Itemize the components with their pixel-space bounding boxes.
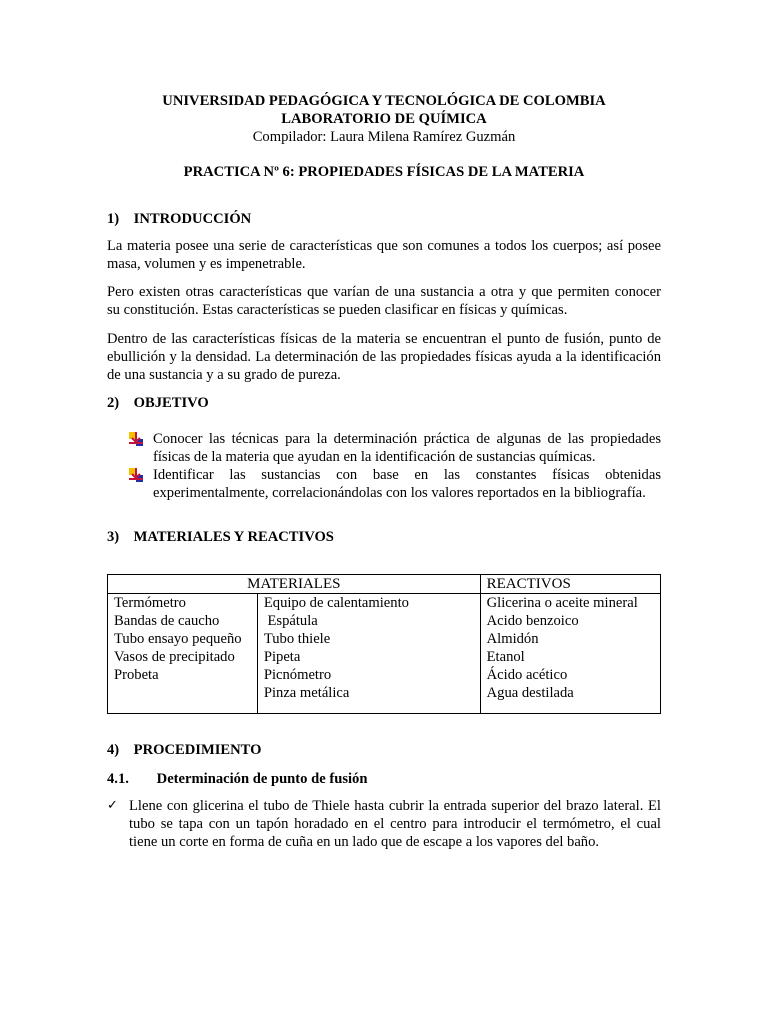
reagents-header: REACTIVOS xyxy=(480,575,660,594)
section-heading-materials xyxy=(107,528,334,546)
table-row xyxy=(108,594,661,714)
section-number: 4) xyxy=(107,742,120,758)
materials-table xyxy=(107,574,661,714)
text-line: masa, volumen y es impenetrable. xyxy=(107,256,306,272)
subsection-title: Determinación de punto de fusión xyxy=(156,771,368,787)
list-item: Bandas de caucho xyxy=(114,613,220,629)
text-line: su constitución. Estas características se pueden clasificar en físicas y químicas. xyxy=(107,302,568,318)
list-item: Glicerina o aceite mineral xyxy=(486,595,638,611)
section-number: 3) xyxy=(107,529,120,545)
list-item: Vasos de precipitado xyxy=(114,649,235,665)
text-line: Llene con glicerina el tubo de Thiele hasta cubrir la entrada superior del brazo lateral. El xyxy=(129,798,661,814)
step-text xyxy=(129,797,661,851)
list-item: Agua destilada xyxy=(486,685,574,701)
list-item: Pinza metálica xyxy=(263,685,350,701)
arrow-bullet-icon xyxy=(129,432,143,446)
practice-title: PRACTICA Nº 6: PROPIEDADES FÍSICAS DE LA MATERIA xyxy=(183,164,585,180)
list-item: Tubo thiele xyxy=(263,631,331,647)
text-line: tiene un corte en forma de cuña en un lado que de escape a los vapores del baño. xyxy=(129,834,600,850)
subsection-heading xyxy=(107,770,367,788)
list-item: Etanol xyxy=(486,649,525,665)
text-line: experimentalmente, correlacionándolas con los valores reportados en la bibliografía. xyxy=(153,485,646,501)
intro-paragraph-2 xyxy=(107,283,661,319)
list-item: Pipeta xyxy=(263,649,301,665)
list-item xyxy=(129,430,661,466)
list-item: Tubo ensayo pequeño xyxy=(114,631,242,647)
section-number: 1) xyxy=(107,211,120,227)
list-item: Almidón xyxy=(486,631,539,647)
text-line: de una sustancia y a su grado de pureza. xyxy=(107,367,341,383)
list-item: Espátula xyxy=(263,613,318,629)
section-number: 2) xyxy=(107,395,120,411)
arrow-bullet-icon xyxy=(129,468,143,482)
subsection-number: 4.1. xyxy=(107,771,129,787)
text-line: Identificar las sustancias con base en las constantes físicas obtenidas xyxy=(153,467,661,483)
section-title: INTRODUCCIÓN xyxy=(133,211,252,227)
intro-paragraph-3 xyxy=(107,330,661,384)
text-line: La materia posee una serie de características que son comunes a todos los cuerpos; así posee xyxy=(107,238,661,254)
compiler-line: Compilador: Laura Milena Ramírez Guzmán xyxy=(252,129,516,145)
materials-column-1 xyxy=(108,594,258,714)
table-header-row xyxy=(108,575,661,594)
text-line: Dentro de las características físicas de la materia se encuentran el punto de fusión, punto de xyxy=(107,331,661,347)
materials-column-2 xyxy=(257,594,480,714)
document-header xyxy=(107,92,661,146)
objective-list xyxy=(129,430,661,502)
text-line: ebullición y la densidad. La determinación de las propiedades físicas ayuda a la identificación xyxy=(107,349,661,365)
procedure-step xyxy=(107,797,661,851)
text-line: Conocer las técnicas para la determinación práctica de algunas de las propiedades xyxy=(153,431,661,447)
checkmark-icon: ✓ xyxy=(107,798,118,813)
section-heading-procedure xyxy=(107,741,262,759)
text-line: Pero existen otras características que varían de una sustancia a otra y que permiten conocer xyxy=(107,284,661,300)
list-item: Termómetro xyxy=(114,595,186,611)
lab-name: LABORATORIO DE QUÍMICA xyxy=(281,111,487,127)
list-item: Probeta xyxy=(114,667,159,683)
text-line: tubo se tapa con un tapón horadado en el centro para introducir el termómetro, el cual xyxy=(129,816,661,832)
materials-header: MATERIALES xyxy=(108,575,481,594)
section-title: PROCEDIMIENTO xyxy=(133,742,262,758)
list-item: Ácido acético xyxy=(486,667,568,683)
intro-paragraph-1 xyxy=(107,237,661,273)
list-item: Acido benzoico xyxy=(486,613,579,629)
university-name: UNIVERSIDAD PEDAGÓGICA Y TECNOLÓGICA DE COLOMBIA xyxy=(162,93,606,109)
list-item xyxy=(129,466,661,502)
list-item: Equipo de calentamiento xyxy=(263,595,409,611)
section-heading-objective xyxy=(107,394,209,412)
section-heading-intro xyxy=(107,210,251,228)
list-item: Picnómetro xyxy=(263,667,332,683)
section-title: OBJETIVO xyxy=(133,395,209,411)
reagents-column xyxy=(480,594,660,714)
text-line: físicas de la materia que ayudan en la identificación de sustancias químicas. xyxy=(153,449,596,465)
section-title: MATERIALES Y REACTIVOS xyxy=(133,529,334,545)
